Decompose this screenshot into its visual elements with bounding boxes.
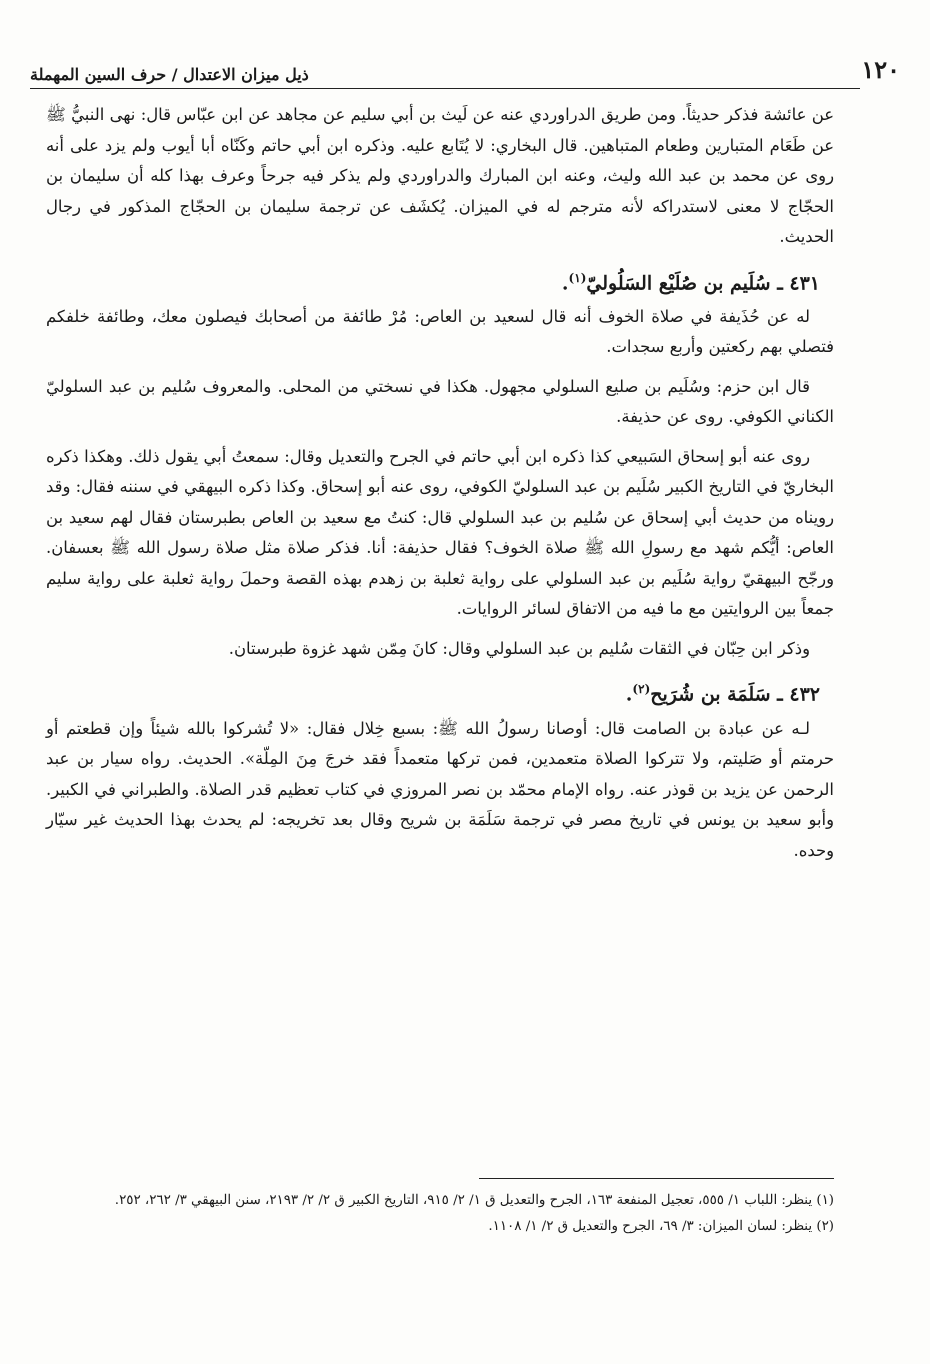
paragraph: قال ابن حزم: وسُلَيم بن صليع السلولي مجهول. هكذا في نسختي من المحلى. والمعروف سُليم بن عبد السلوليّ الكناني الكوفي. روى عن حذيفة. <box>46 376 834 427</box>
footnote-divider <box>479 1178 834 1179</box>
paragraph: له عن حُذَيفة في صلاة الخوف أنه قال لسعيد بن العاص: مُرْ طائفة من أصحابك فيصلون معك، وطائفة خلفكم فتصلي بهم ركعتين وأربع سجدات. <box>46 306 834 357</box>
paragraph: لـه عن عبادة بن الصامت قال: أوصانا رسولُ الله ﷺ: بسبع خِلال فقال: «لا تُشركوا بالله شيئاً وإن قطعتم أو حرمتم أو صَليتم، ولا تتركوا الصلاة متعمدين، فمن تركها متعمداً فقد خرجَ مِنَ المِلّة». الحديث. رواه سيار بن عبد الرحمن عن يزيد بن قوذر عنه. رواه الإمام محمّد بن نصر المروزي في كتاب تعظيم قدر الصلاة. والطبراني في الكبير. وأبو سعيد بن يونس في تاريخ مصر في ترجمة سَلَمَة بن شريح وقال بعد تخريجه: لم يحدث بهذا الحديث غير سيّار وحده. <box>46 718 834 860</box>
main-text <box>46 100 834 866</box>
footnote: (٢) ينظر: لسان الميزان: ٣/ ٦٩، الجرح والتعديل ق ٢/ ١/ ١١٠٨. <box>488 1219 834 1234</box>
entry-title: ٤٣١ ـ سُلَيم بن صُلَيْع السَلُوليّ <box>586 271 820 294</box>
running-title: ذيل ميزان الاعتدال / حرف السين المهملة <box>30 65 309 84</box>
entry-title: ٤٣٢ ـ سَلَمَة بن شُرَيح <box>650 683 820 706</box>
footnote: (١) ينظر: اللباب ١/ ٥٥٥، تعجيل المنفعة ١٦٣، الجرح والتعديل ق ١/ ٢/ ٩١٥، التاريخ الكبير ق ٢/ ٢/ ٢١٩٣، سنن البيهقي ٣/ ٢٦٢، ٢٥٢. <box>114 1193 834 1208</box>
entry-heading-431 <box>46 263 820 298</box>
paragraph: عن عائشة فذكر حديثاً. ومن طريق الدراوردي عنه عن لَيث بن أبي سليم عن مجاهد عن ابن عبّاس قال: نهى النبيُّ ﷺ عن طَعَام المتبارين وطعام المتباهين. قال البخاري: لا يُتَابع عليه. وذكره ابن أبي حاتم وكَنّاه أبا أيوب ولم يزد على أنه روى عن محمد بن عبد الله وليث، وعنه ابن المبارك والدراوردي ولم يذكر فيه جرحاً وعرف بهذا كله أن سليمان بن الحجّاج لا معنى لاستدراكه لأنه مترجم له في الميزان. يُكشَف عن ترجمة سليمان بن الحجّاج المذكور في رجال الحديث. <box>46 105 834 246</box>
entry-suffix: . <box>625 683 633 706</box>
footnote-marker[interactable]: (١) <box>568 270 587 285</box>
footnotes <box>46 1188 834 1240</box>
entry-heading-432 <box>46 674 820 709</box>
paragraph: روى عنه أبو إسحاق السَبيعي كذا ذكره ابن أبي حاتم في الجرح والتعديل وقال: سمعتُ أبي يقول ذلك. وهكذا ذكره البخاريّ في التاريخ الكبير سُلَيم بن عبد السلوليّ الكوفي، روى عنه أبو إسحاق. وكذا ذكره البيهقي في سننه فقال: وقد رويناه من حديث أبي إسحاق عن سُليم بن عبد السلولي قال: كنتُ مع سعيد بن العاص بطبرستان فقال لهم سعيد بن العاص: أيُّكم شهد مع رسولِ الله ﷺ صلاة الخوف؟ فقال حذيفة: أنا. فذكر صلاة مثل صلاة رسول الله ﷺ بعسفان. ورجّح البيهقيّ رواية سُلَيم بن عبد السلولي على رواية ثعلبة بن زهدم بهذه القصة وحملَ رواية ثعلبة على رواية سليم جمعاً بين الروايتين مع ما فيه من الاتفاق لسائر الروايات. <box>46 446 834 619</box>
page-number: ١٢٠ <box>861 55 900 84</box>
page-header <box>30 44 900 89</box>
paragraph: وذكر ابن حِبّان في الثقات سُليم بن عبد السلولي وقال: كانَ مِمّن شهد غزوة طبرستان. <box>228 638 810 658</box>
entry-suffix: . <box>561 271 569 294</box>
footnote-marker[interactable]: (٢) <box>632 682 651 697</box>
